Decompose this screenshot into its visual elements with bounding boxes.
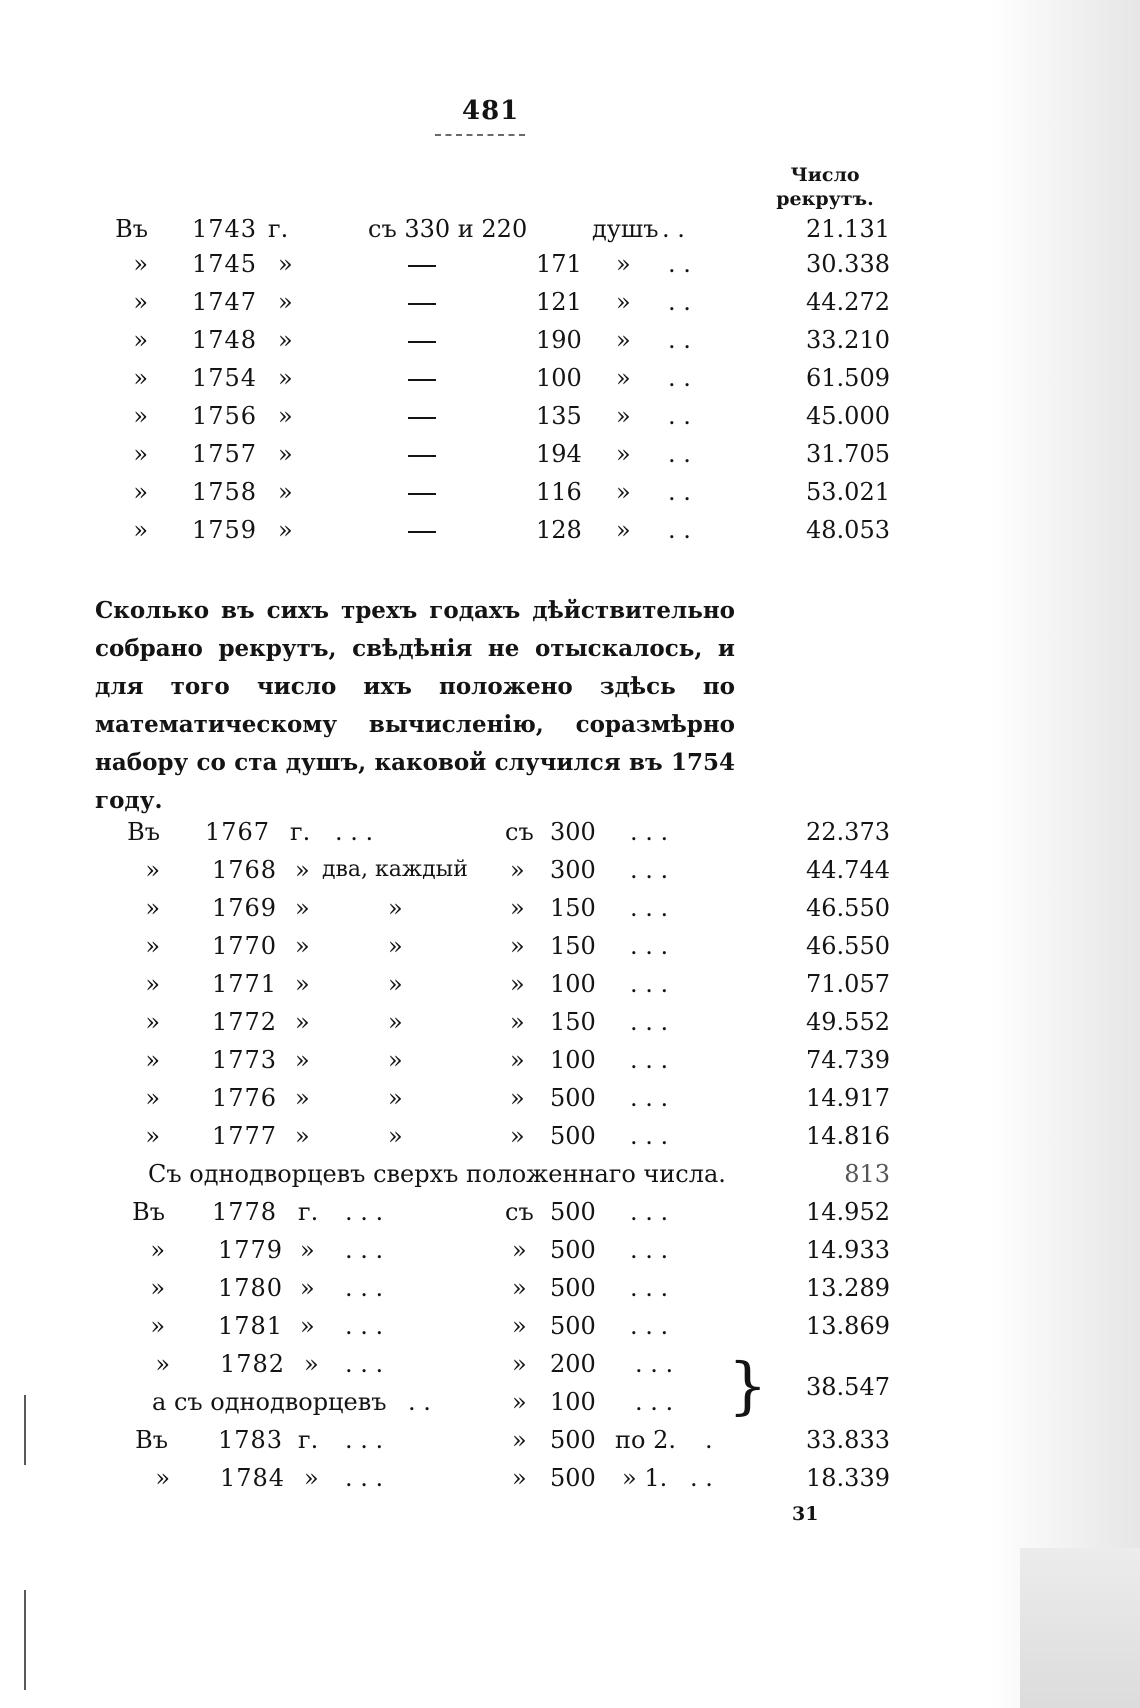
row-year: 1777 <box>212 1122 278 1150</box>
row-dots: . . <box>668 516 691 544</box>
row-year: 1767 <box>205 818 271 846</box>
row-dots: . . . <box>630 1084 669 1112</box>
row-pre: » <box>510 1084 525 1112</box>
row-count: 100 <box>550 970 596 998</box>
table-row <box>0 1271 1140 1305</box>
row-value: 30.338 <box>806 250 890 278</box>
row-value: 14.917 <box>806 1084 890 1112</box>
table-row <box>0 891 1140 925</box>
row-year: 1771 <box>212 970 278 998</box>
row-year: 1748 <box>192 326 258 354</box>
row-year: 1745 <box>192 250 258 278</box>
row-count: 500 <box>550 1312 596 1340</box>
table-row <box>0 1461 1140 1495</box>
row-dots: . . <box>690 1464 713 1492</box>
row-prefix: » <box>133 250 148 278</box>
row-dots: . <box>705 1426 713 1454</box>
row-value: 53.021 <box>806 478 890 506</box>
row-year: 1778 <box>212 1198 278 1226</box>
row-mid: » <box>388 1084 403 1112</box>
row-prefix: » <box>145 932 160 960</box>
row-dots: . . <box>668 478 691 506</box>
row-count: 300 <box>550 818 596 846</box>
row-count: 100 <box>550 1046 596 1074</box>
column-header-line1: Число <box>790 164 860 186</box>
row-pre: съ <box>505 818 534 846</box>
row-value: 22.373 <box>806 818 890 846</box>
row-unit: » <box>295 932 310 960</box>
row-mid: . . . <box>345 1426 384 1454</box>
table-row <box>0 475 1140 509</box>
table-row <box>0 1233 1140 1267</box>
row-value: 38.547 <box>806 1373 890 1401</box>
row-count: 100 <box>550 1388 596 1416</box>
row-prefix: Въ <box>115 215 148 243</box>
row-pre: » <box>512 1274 527 1302</box>
row-basis-dash <box>408 247 436 281</box>
row-unit: г. <box>268 215 289 243</box>
row-year: 1747 <box>192 288 258 316</box>
row-year: 1758 <box>192 478 258 506</box>
row-count: 300 <box>550 856 596 884</box>
row-count: 121 <box>536 288 582 316</box>
row-prefix: » <box>155 1464 170 1492</box>
row-year: 1780 <box>218 1274 284 1302</box>
row-prefix: Въ <box>127 818 160 846</box>
row-unit: » <box>278 440 293 468</box>
table-row <box>0 1423 1140 1457</box>
row-count: 190 <box>536 326 582 354</box>
row-dots: . . . <box>630 1046 669 1074</box>
row-mid: » <box>388 1008 403 1036</box>
row-mid: . . . <box>345 1198 384 1226</box>
row-mid: . . . <box>345 1236 384 1264</box>
row-count: 500 <box>550 1084 596 1112</box>
row-unit2: » <box>616 250 631 278</box>
row-unit: » <box>295 1008 310 1036</box>
row-pre: » <box>510 1122 525 1150</box>
row-unit: » <box>304 1350 319 1378</box>
row-basis: съ 330 и 220 <box>368 215 528 243</box>
row-dots: . . <box>668 326 691 354</box>
row-value: 31.705 <box>806 440 890 468</box>
row-prefix: » <box>145 894 160 922</box>
row-dots: . . <box>668 440 691 468</box>
row-pre: » <box>512 1236 527 1264</box>
row-basis-dash <box>408 399 436 433</box>
row-prefix: Въ <box>132 1198 165 1226</box>
row-pre: » <box>510 856 525 884</box>
row-mid: . . <box>408 1388 431 1416</box>
row-mid: » <box>388 970 403 998</box>
table-row <box>0 212 1140 246</box>
extra-line <box>0 1157 1140 1191</box>
row-unit2: » <box>616 364 631 392</box>
column-header <box>760 163 890 211</box>
row-count: 200 <box>550 1350 596 1378</box>
row-unit: » <box>295 1084 310 1112</box>
table-row <box>0 853 1140 887</box>
row-unit2: » <box>616 288 631 316</box>
row-count: 150 <box>550 1008 596 1036</box>
row-unit: » <box>278 364 293 392</box>
page-number-rule <box>435 134 525 136</box>
table-row <box>0 1309 1140 1343</box>
row-mid: . . . <box>345 1464 384 1492</box>
row-unit2: » <box>616 326 631 354</box>
row-year: 1759 <box>192 516 258 544</box>
row-prefix: » <box>133 364 148 392</box>
row-year: 1773 <box>212 1046 278 1074</box>
row-prefix: » <box>145 1122 160 1150</box>
table-row <box>0 1347 1140 1381</box>
row-unit: г. <box>298 1426 319 1454</box>
row-value: 49.552 <box>806 1008 890 1036</box>
table-row <box>0 1043 1140 1077</box>
row-year: 1783 <box>218 1426 284 1454</box>
table-row <box>0 247 1140 281</box>
page-number: 481 <box>462 96 520 126</box>
row-unit: » <box>278 516 293 544</box>
row-pre: » <box>510 894 525 922</box>
row-count: 500 <box>550 1464 596 1492</box>
row-dots: . . <box>668 364 691 392</box>
row-prefix: » <box>133 516 148 544</box>
row-year: 1756 <box>192 402 258 430</box>
row-count: 150 <box>550 932 596 960</box>
row-value: 13.869 <box>806 1312 890 1340</box>
row-unit: » <box>278 402 293 430</box>
row-unit: » <box>278 288 293 316</box>
table-row <box>0 323 1140 357</box>
row-value: 74.739 <box>806 1046 890 1074</box>
row-count: 500 <box>550 1274 596 1302</box>
row-unit: г. <box>290 818 311 846</box>
extra-line-value: 813 <box>844 1160 890 1188</box>
row-value: 13.289 <box>806 1274 890 1302</box>
row-year: 1779 <box>218 1236 284 1264</box>
row-value: 33.210 <box>806 326 890 354</box>
row-count: 150 <box>550 894 596 922</box>
row-dots: . . . <box>630 932 669 960</box>
row-dots: . . . <box>630 1198 669 1226</box>
row-value: 46.550 <box>806 894 890 922</box>
row-dots: . . . <box>630 1236 669 1264</box>
row-value: 61.509 <box>806 364 890 392</box>
row-year: 1772 <box>212 1008 278 1036</box>
row-unit: » <box>295 894 310 922</box>
row-extra: по 2. <box>615 1426 676 1454</box>
row-mid: . . . <box>345 1350 384 1378</box>
page-corner-shadow <box>1020 1548 1140 1708</box>
row-unit: » <box>295 1046 310 1074</box>
row-prefix: » <box>150 1312 165 1340</box>
row-pre: » <box>510 1008 525 1036</box>
row-unit: » <box>304 1464 319 1492</box>
row-dots: . . . <box>630 856 669 884</box>
row-unit: » <box>300 1236 315 1264</box>
row-count: 194 <box>536 440 582 468</box>
table-row <box>0 815 1140 849</box>
table-row <box>0 1385 1140 1419</box>
row-extra: » 1. <box>622 1464 668 1492</box>
row-prefix: » <box>145 1008 160 1036</box>
row-value: 71.057 <box>806 970 890 998</box>
row-pre: » <box>512 1350 527 1378</box>
table-row <box>0 1119 1140 1153</box>
margin-mark <box>24 1590 26 1690</box>
row-prefix: » <box>150 1236 165 1264</box>
table-row <box>0 1195 1140 1229</box>
row-prefix: » <box>133 326 148 354</box>
row-basis-dash <box>408 285 436 319</box>
row-unit: » <box>300 1312 315 1340</box>
row-dots: . . . <box>630 1274 669 1302</box>
extra-line-text: Съ однодворцевъ сверхъ положеннаго числа. <box>148 1160 726 1188</box>
row-unit2: душъ <box>592 215 659 243</box>
table-row <box>0 513 1140 547</box>
row-mid: » <box>388 932 403 960</box>
table-row <box>0 399 1140 433</box>
row-year: 1776 <box>212 1084 278 1112</box>
row-dots: . . . <box>630 1312 669 1340</box>
row-year: 1770 <box>212 932 278 960</box>
row-dots: . . <box>668 250 691 278</box>
row-dots: . . . <box>630 1122 669 1150</box>
row-year: 1784 <box>220 1464 286 1492</box>
row-year: 1781 <box>218 1312 284 1340</box>
row-prefix: » <box>133 288 148 316</box>
row-basis-dash <box>408 475 436 509</box>
body-paragraph: Сколько въ сихъ трехъ годахъ дѣйствительно собрано рекрутъ, свѣдѣнія не отыскалось, и для того число ихъ положено здѣсь по математическому вычисленію, соразмѣрно набору со ста душъ, каковой случился въ 1754 году. <box>95 597 735 814</box>
row-dots: . . . <box>630 894 669 922</box>
row-unit: » <box>295 856 310 884</box>
row-dots: . . <box>662 215 685 243</box>
row-count: 500 <box>550 1426 596 1454</box>
row-count: 171 <box>536 250 582 278</box>
curly-brace: } <box>728 1349 768 1422</box>
row-value: 14.816 <box>806 1122 890 1150</box>
row-dots: . . . <box>630 970 669 998</box>
row-year: 1754 <box>192 364 258 392</box>
row-prefix: Въ <box>135 1426 168 1454</box>
row-mid: » <box>388 1046 403 1074</box>
row-unit: » <box>278 478 293 506</box>
row-unit: » <box>278 326 293 354</box>
row-dots: . . . <box>635 1388 674 1416</box>
row-unit2: » <box>616 516 631 544</box>
table-row <box>0 285 1140 319</box>
row-value: 18.339 <box>806 1464 890 1492</box>
signature-mark: 31 <box>792 1503 819 1525</box>
row-dots: . . . <box>630 1008 669 1036</box>
row-unit: » <box>295 1122 310 1150</box>
row-count: 116 <box>536 478 582 506</box>
row-basis-dash <box>408 437 436 471</box>
row-value: 44.272 <box>806 288 890 316</box>
row-value: 46.550 <box>806 932 890 960</box>
row-basis-dash <box>408 513 436 547</box>
row-year: 1768 <box>212 856 278 884</box>
row-year: 1769 <box>212 894 278 922</box>
row-value: 48.053 <box>806 516 890 544</box>
row-year: 1757 <box>192 440 258 468</box>
row-pre: » <box>510 1046 525 1074</box>
row-count: 135 <box>536 402 582 430</box>
row-unit2: » <box>616 440 631 468</box>
row-prefix: » <box>133 478 148 506</box>
table-row <box>0 929 1140 963</box>
table-row <box>0 1005 1140 1039</box>
row-value: 21.131 <box>806 215 890 243</box>
row-prefix: » <box>145 856 160 884</box>
row-prefix: » <box>155 1350 170 1378</box>
row-dots: . . . <box>635 1350 674 1378</box>
row-prefix: » <box>145 970 160 998</box>
row-dots: . . . <box>630 818 669 846</box>
table-row <box>0 361 1140 395</box>
table-row <box>0 967 1140 1001</box>
row-value: 14.952 <box>806 1198 890 1226</box>
row-basis-dash <box>408 361 436 395</box>
table-row <box>0 1081 1140 1115</box>
row-count: 500 <box>550 1198 596 1226</box>
row-year: 1782 <box>220 1350 286 1378</box>
row-unit2: » <box>616 478 631 506</box>
column-header-line2: рекрутъ. <box>776 188 874 210</box>
row-pre: » <box>512 1388 527 1416</box>
row-pre: » <box>510 932 525 960</box>
row-year: 1743 <box>192 215 258 243</box>
row-pre: » <box>512 1464 527 1492</box>
row-pre: » <box>512 1426 527 1454</box>
row-basis-dash <box>408 323 436 357</box>
row-count: 128 <box>536 516 582 544</box>
row-unit: » <box>300 1274 315 1302</box>
row-mid: » <box>388 1122 403 1150</box>
row-value: 45.000 <box>806 402 890 430</box>
row-unit: г. <box>298 1198 319 1226</box>
row-prefix: » <box>133 402 148 430</box>
table-row <box>0 437 1140 471</box>
row-prefix: » <box>133 440 148 468</box>
row-mid: . . . <box>345 1274 384 1302</box>
row-prefix: » <box>150 1274 165 1302</box>
row-mid: два, каждый <box>322 857 468 882</box>
row-pre: съ <box>505 1198 534 1226</box>
row-unit: » <box>295 970 310 998</box>
row-unit: » <box>278 250 293 278</box>
row-label: а съ однодворцевъ <box>152 1388 387 1416</box>
row-prefix: » <box>145 1084 160 1112</box>
row-value: 14.933 <box>806 1236 890 1264</box>
row-dots: . . <box>668 288 691 316</box>
row-mid: » <box>388 894 403 922</box>
row-pre: » <box>510 970 525 998</box>
row-count: 500 <box>550 1236 596 1264</box>
row-dots: . . <box>668 402 691 430</box>
row-unit2: » <box>616 402 631 430</box>
row-value: 33.833 <box>806 1426 890 1454</box>
row-mid: . . . <box>335 818 374 846</box>
row-count: 100 <box>536 364 582 392</box>
row-value: 44.744 <box>806 856 890 884</box>
row-prefix: » <box>145 1046 160 1074</box>
row-mid: . . . <box>345 1312 384 1340</box>
row-count: 500 <box>550 1122 596 1150</box>
row-pre: » <box>512 1312 527 1340</box>
